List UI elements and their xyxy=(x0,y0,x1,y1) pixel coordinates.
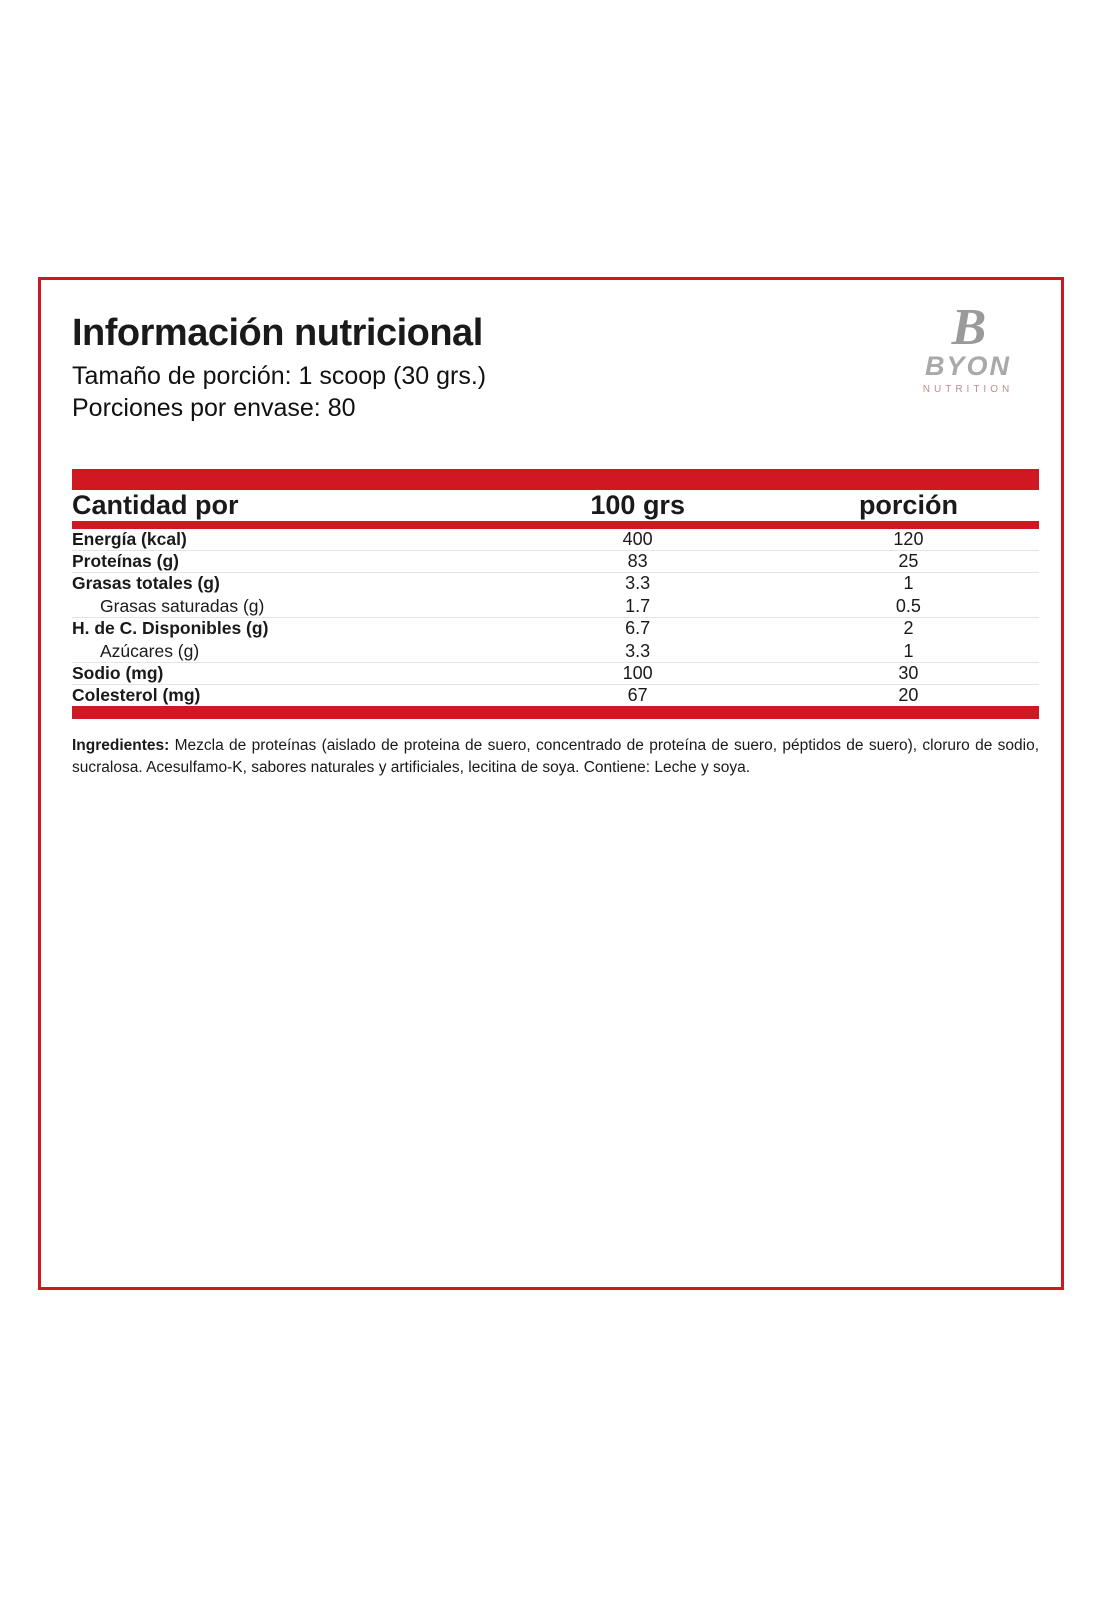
divider-header-thin xyxy=(72,521,1039,529)
nutrient-row-main xyxy=(72,529,1039,551)
table-header-row xyxy=(72,490,1039,521)
table-row xyxy=(72,662,1039,684)
divider-top-thick xyxy=(72,469,1039,490)
nutrient-row-main xyxy=(72,684,1039,706)
nutrient-sub-name: Grasas saturadas (g) xyxy=(100,595,265,616)
ingredients-label: Ingredientes: xyxy=(72,736,170,754)
nutrient-row-sub xyxy=(72,641,1039,663)
brand-monogram-icon: B xyxy=(951,299,985,356)
nutrition-table xyxy=(72,490,1039,521)
nutrient-name: Colesterol (mg) xyxy=(72,684,201,705)
nutrient-row-main xyxy=(72,617,1039,641)
page-title: Información nutricional xyxy=(72,312,483,354)
table-row xyxy=(72,684,1039,706)
nutrient-per-100g: 6.7 xyxy=(625,617,651,638)
nutrient-sub-per-serving: 1 xyxy=(903,640,914,661)
nutrient-per-serving: 120 xyxy=(893,528,924,549)
nutrient-per-100g: 400 xyxy=(622,528,653,549)
nutrient-sub-per-100g: 1.7 xyxy=(625,595,651,616)
nutrient-per-serving: 20 xyxy=(898,684,919,705)
nutrient-name: Proteínas (g) xyxy=(72,550,179,571)
nutrition-facts-panel xyxy=(38,277,1064,1290)
servings-per-container-text: Porciones por envase: 80 xyxy=(72,394,356,423)
brand-name: BYON xyxy=(924,351,1011,381)
nutrient-name: Sodio (mg) xyxy=(72,662,164,683)
header-per-100g: 100 grs xyxy=(590,489,685,520)
nutrient-name: Energía (kcal) xyxy=(72,528,187,549)
divider-bottom xyxy=(72,706,1039,719)
nutrient-name: H. de C. Disponibles (g) xyxy=(72,617,269,638)
table-row xyxy=(72,529,1039,551)
nutrient-row-sub xyxy=(72,596,1039,618)
nutrient-per-serving: 30 xyxy=(898,662,919,683)
nutrition-content xyxy=(72,312,1039,795)
nutrient-per-serving: 25 xyxy=(898,550,919,571)
nutrient-per-100g: 67 xyxy=(627,684,648,705)
table-row xyxy=(72,572,1039,617)
nutrient-sub-name: Azúcares (g) xyxy=(100,640,200,661)
ingredients-text xyxy=(72,735,1039,780)
table-row xyxy=(72,617,1039,662)
nutrient-sub-per-100g: 3.3 xyxy=(625,640,651,661)
brand-tagline: NUTRITION xyxy=(922,383,1014,395)
nutrient-per-100g: 83 xyxy=(627,550,648,571)
serving-size-text: Tamaño de porción: 1 scoop (30 grs.) xyxy=(72,361,487,390)
ingredients-body: Mezcla de proteínas (aislado de proteina de suero, concentrado de proteína de suero, péptidos de suero), cloruro de sodio, sucralosa. Acesulfamo-K, sabores naturales y artificiales, lecitina de soya. Contiene: Leche y soya. xyxy=(72,736,1039,777)
nutrient-row-main xyxy=(72,550,1039,572)
nutrient-per-serving: 2 xyxy=(903,617,914,638)
nutrient-per-serving: 1 xyxy=(903,572,914,593)
header-per-serving: porción xyxy=(858,489,958,520)
nutrient-per-100g: 3.3 xyxy=(625,572,651,593)
nutrient-row-main xyxy=(72,662,1039,684)
nutrient-sub-per-serving: 0.5 xyxy=(895,595,921,616)
nutrition-values-table xyxy=(72,529,1039,706)
nutrient-name: Grasas totales (g) xyxy=(72,572,220,593)
nutrient-row-main xyxy=(72,572,1039,596)
table-row xyxy=(72,550,1039,572)
header-amount-per: Cantidad por xyxy=(72,489,239,520)
nutrient-per-100g: 100 xyxy=(622,662,653,683)
